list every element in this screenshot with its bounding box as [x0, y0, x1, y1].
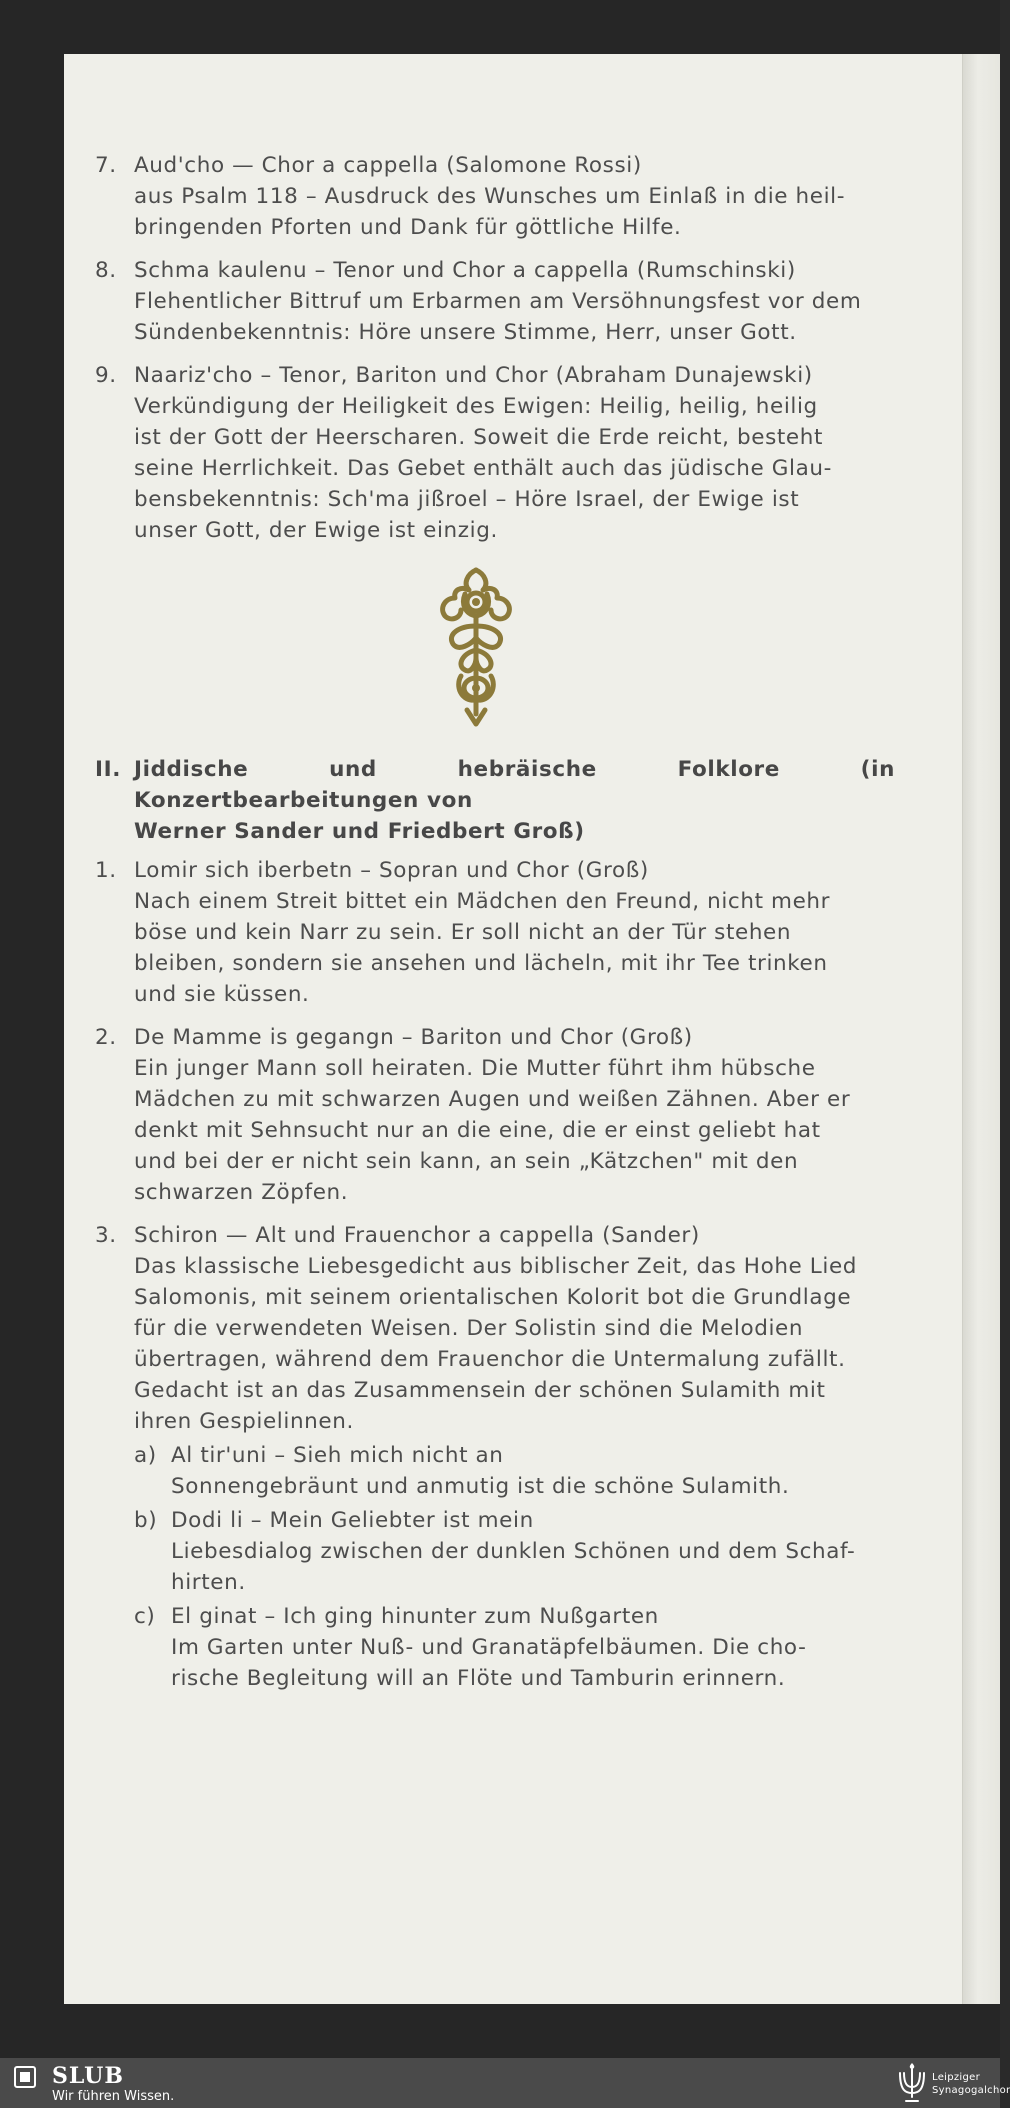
subitem-title: Dodi li – Mein Geliebter ist mein [171, 1508, 534, 1533]
item-desc-line: unser Gott, der Ewige ist einzig. [134, 518, 498, 543]
slub-logo-icon[interactable] [14, 2066, 36, 2088]
program-item-2 [95, 1022, 895, 1208]
item-desc-line: Das klassische Liebesgedicht aus biblischer Zeit, das Hohe Lied [134, 1254, 858, 1279]
item-number: 3. [95, 1223, 117, 1248]
subitem-letter: c) [134, 1604, 156, 1629]
item-desc-line: Mädchen zu mit schwarzen Augen und weißen Zähnen. Aber er [134, 1087, 851, 1112]
item-desc-line: Gedacht ist an das Zusammensein der schönen Sulamith mit [134, 1378, 826, 1403]
item-desc-line: für die verwendeten Weisen. Der Solistin sind die Melodien [134, 1316, 804, 1341]
item-desc-line: Salomonis, mit seinem orientalischen Kolorit bot die Grundlage [134, 1285, 852, 1310]
item-number: 9. [95, 363, 117, 388]
item-title: Lomir sich iberbetn – Sopran und Chor (Groß) [134, 858, 649, 883]
item-desc-line: bleiben, sondern sie ansehen und lächeln, mit ihr Tee trinken [134, 951, 828, 976]
subitem-letter: b) [134, 1508, 158, 1533]
page-fold [962, 54, 1000, 2004]
item-title: De Mamme is gegangn – Bariton und Chor (Groß) [134, 1025, 693, 1050]
slub-tagline: Wir führen Wissen. [52, 2089, 175, 2104]
floral-ornament-icon [431, 564, 521, 730]
item-number: 1. [95, 858, 117, 883]
subitem-desc-line: rische Begleitung will an Flöte und Tamburin erinnern. [171, 1666, 786, 1691]
item-number: 7. [95, 153, 117, 178]
item-desc-line: bringenden Pforten und Dank für göttliche Hilfe. [134, 215, 682, 240]
subitem-desc-line: Liebesdialog zwischen der dunklen Schönen und dem Schaf- [171, 1539, 856, 1564]
program-item-1 [95, 855, 895, 1010]
subitem-desc-line: Im Garten unter Nuß- und Granatäpfelbäumen. Die cho- [171, 1635, 807, 1660]
item-desc-line: seine Herrlichkeit. Das Gebet enthält auch das jüdische Glau- [134, 456, 832, 481]
section-title-line: Jiddische und hebräische Folklore (in Konzertbearbeitungen von [134, 757, 895, 813]
item-desc-line: übertragen, während dem Frauenchor die Untermalung zufällt. [134, 1347, 846, 1372]
item-desc-line: und bei der er nicht sein kann, an sein „Kätzchen" mit den [134, 1149, 799, 1174]
item-desc-line: ihren Gespielinnen. [134, 1409, 354, 1434]
program-item-3 [95, 1220, 895, 1694]
program-text [95, 150, 895, 1706]
subitem-letter: a) [134, 1443, 157, 1468]
item-desc-line: Flehentlicher Bittruf um Erbarmen am Versöhnungsfest vor dem [134, 289, 862, 314]
item-desc-line: ist der Gott der Heerscharen. Soweit die Erde reicht, besteht [134, 425, 824, 450]
subitem-b [134, 1505, 895, 1598]
item-desc-line: Verkündigung der Heiligkeit des Ewigen: Heilig, heilig, heilig [134, 394, 818, 419]
partner-logo-text[interactable] [932, 2071, 1010, 2097]
item-number: 8. [95, 258, 117, 283]
item-desc-line: aus Psalm 118 – Ausdruck des Wunsches um Einlaß in die heil- [134, 184, 846, 209]
partner-line-1: Leipziger [932, 2072, 981, 2083]
program-item-7 [95, 150, 895, 243]
slub-logo-text[interactable]: SLUB [52, 2063, 124, 2089]
item-desc-line: und sie küssen. [134, 982, 310, 1007]
viewer-footer-bar [0, 2058, 1010, 2108]
item-desc-line: Sündenbekenntnis: Höre unsere Stimme, Herr, unser Gott. [134, 320, 797, 345]
item-desc-line: böse und kein Narr zu sein. Er soll nicht an der Tür stehen [134, 920, 792, 945]
menorah-icon [898, 2063, 926, 2103]
item-desc-line: Nach einem Streit bittet ein Mädchen den Freund, nicht mehr [134, 889, 831, 914]
subitem-title: El ginat – Ich ging hinunter zum Nußgarten [171, 1604, 659, 1629]
subitem-desc-line: hirten. [171, 1570, 246, 1595]
item-desc-line: Ein junger Mann soll heiraten. Die Mutter führt ihm hübsche [134, 1056, 816, 1081]
section-heading-2 [95, 754, 895, 847]
item-title: Aud'cho — Chor a cappella (Salomone Rossi) [134, 153, 642, 178]
subitem-desc-line: Sonnengebräunt und anmutig ist die schöne Sulamith. [171, 1474, 790, 1499]
item-desc-line: bensbekenntnis: Sch'ma jißroel – Höre Israel, der Ewige ist [134, 487, 800, 512]
item-number: 2. [95, 1025, 117, 1050]
program-item-9 [95, 360, 895, 546]
program-item-8 [95, 255, 895, 348]
section-number: II. [95, 757, 121, 782]
item-desc-line: schwarzen Zöpfen. [134, 1180, 349, 1205]
item-title: Schma kaulenu – Tenor und Chor a cappella (Rumschinski) [134, 258, 796, 283]
subitem-c [134, 1601, 895, 1694]
item-title: Naariz'cho – Tenor, Bariton und Chor (Abraham Dunajewski) [134, 363, 813, 388]
section-title-line: Werner Sander und Friedbert Groß) [134, 819, 585, 844]
item-title: Schiron — Alt und Frauenchor a cappella (Sander) [134, 1223, 700, 1248]
item-desc-line: denkt mit Sehnsucht nur an die eine, die er einst geliebt hat [134, 1118, 821, 1143]
subitem-title: Al tir'uni – Sieh mich nicht an [171, 1443, 504, 1468]
subitem-a [134, 1440, 895, 1502]
partner-line-2: Synagogalchor [932, 2085, 1010, 2096]
